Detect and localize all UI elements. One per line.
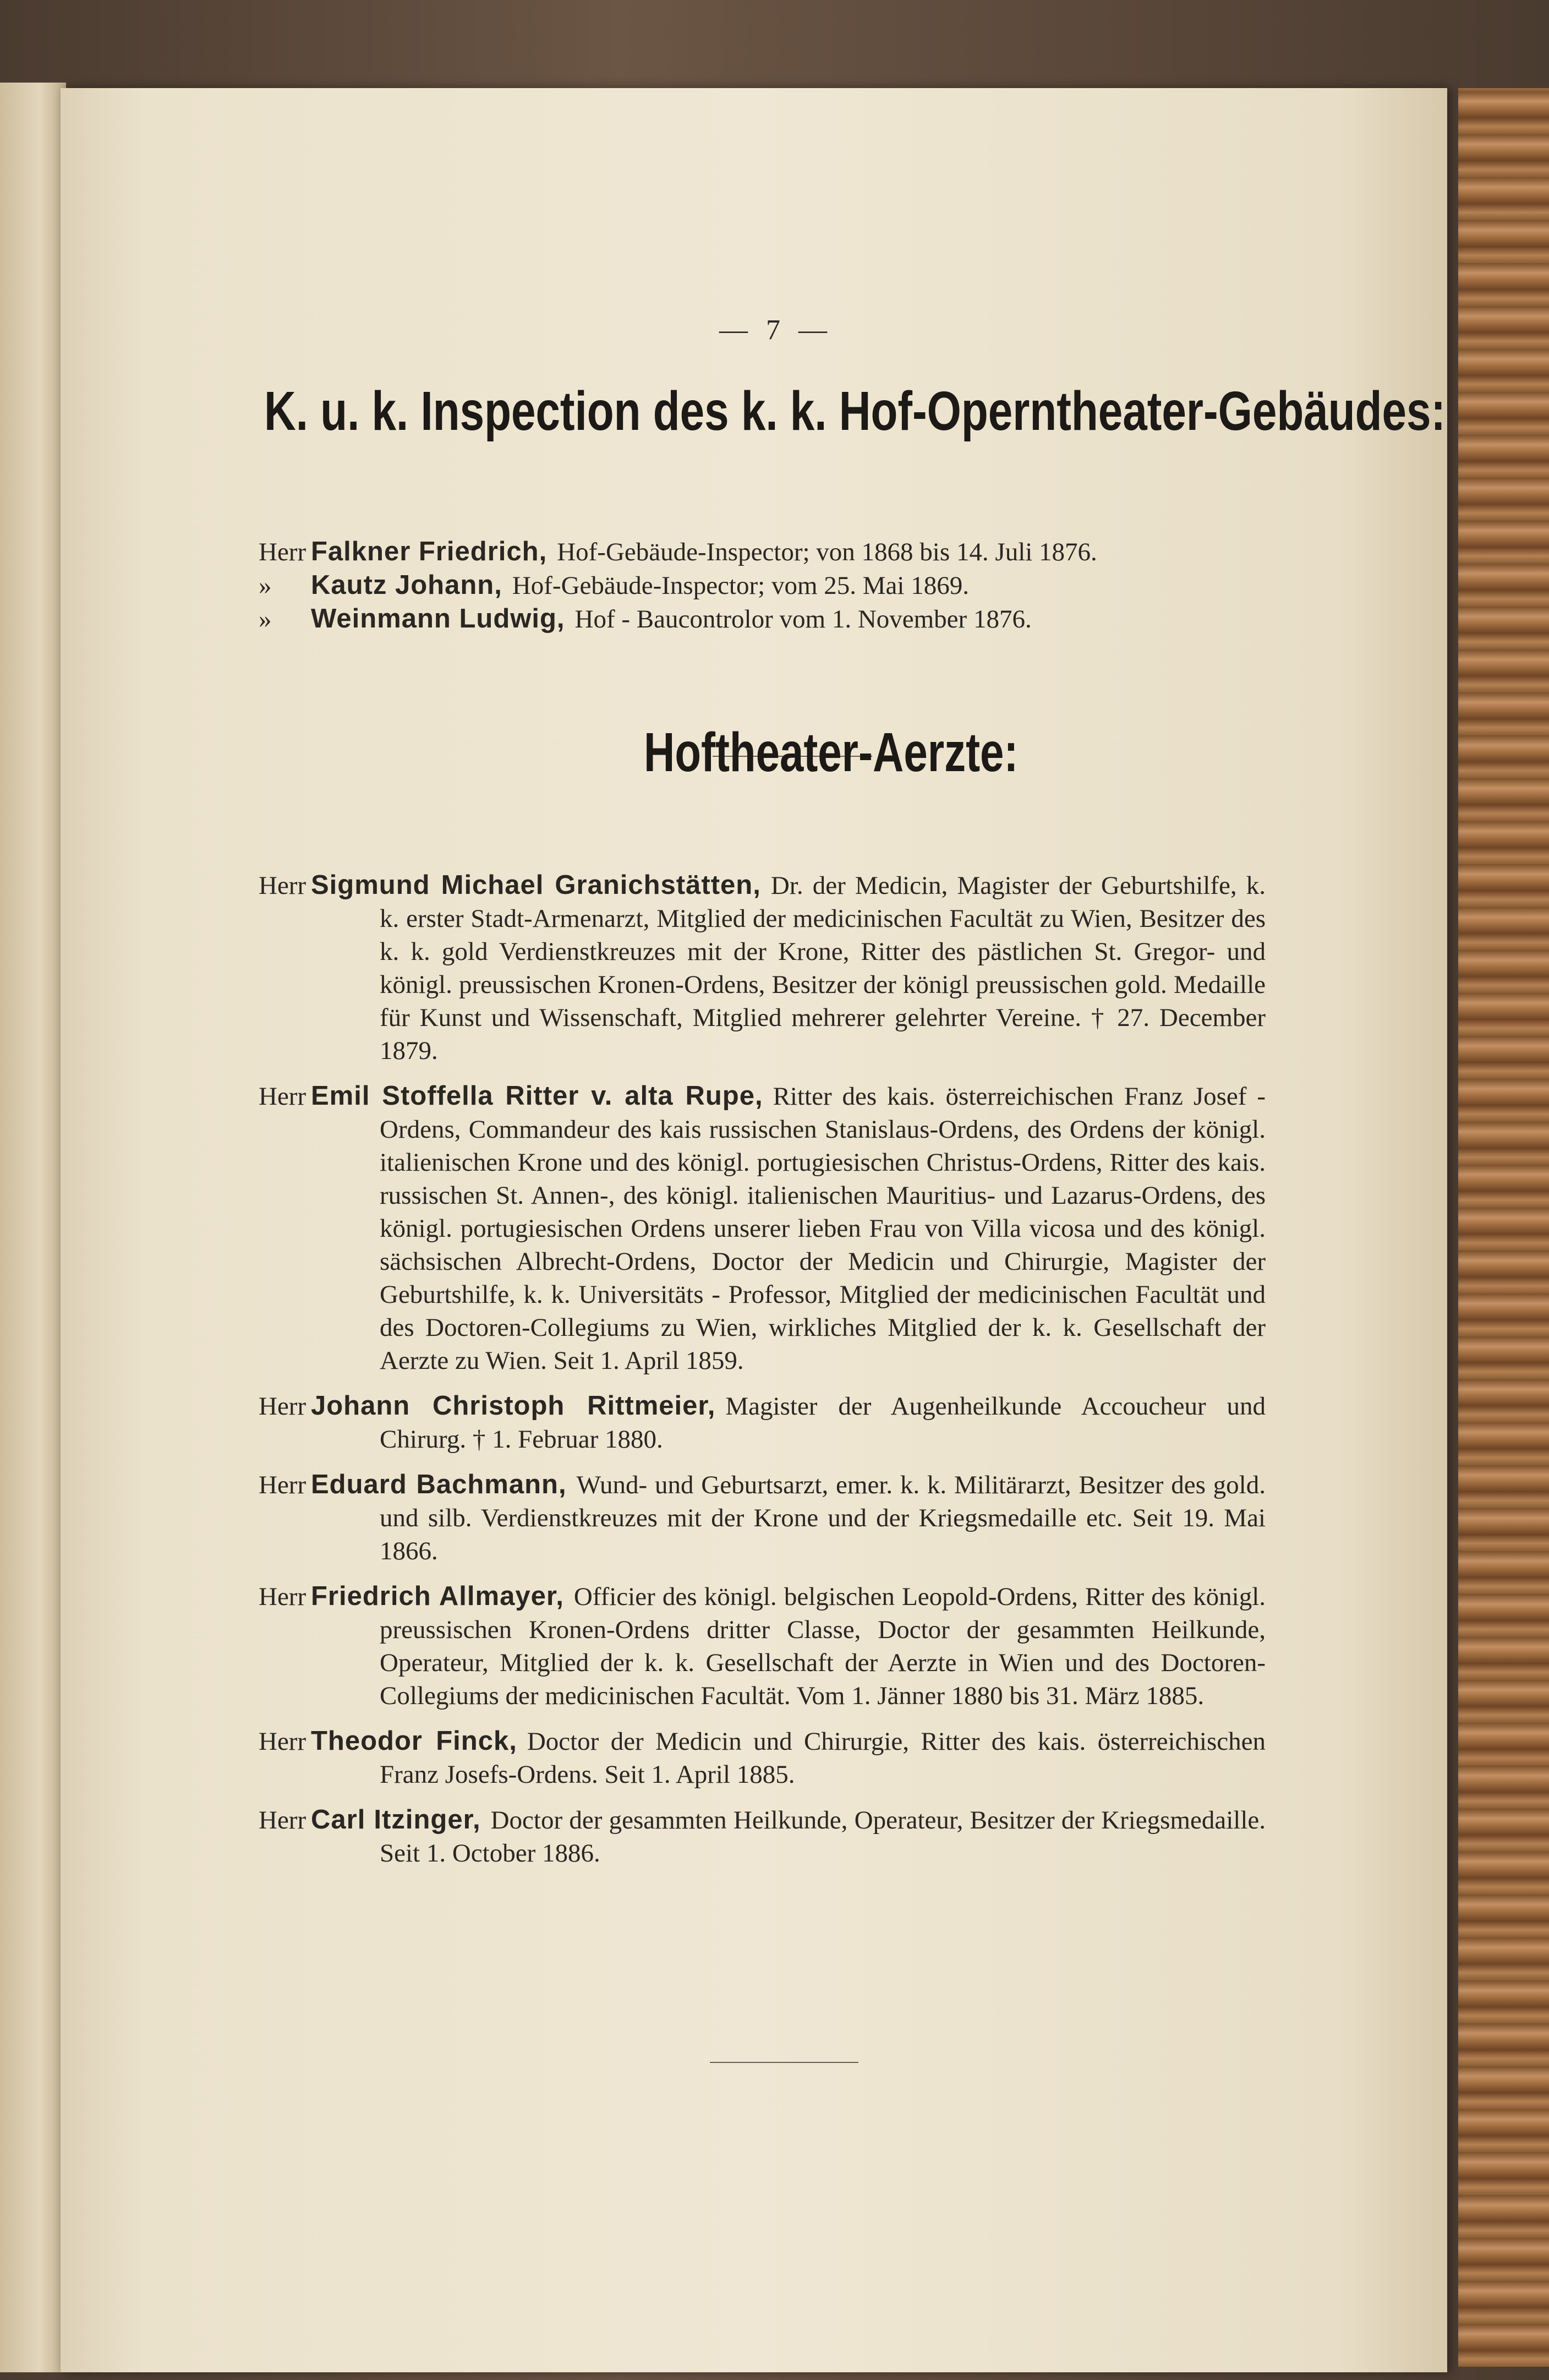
entry-name: Falkner Friedrich,	[311, 537, 548, 566]
entry-name: Theodor Finck,	[311, 1726, 517, 1756]
entry-name: Emil Stoffella Ritter v. alta Rupe,	[311, 1081, 763, 1111]
entry-prefix: Herr	[259, 1582, 306, 1611]
inspection-entries	[259, 535, 1266, 636]
entry-granichstaetten	[259, 869, 1266, 1067]
entry-name: Carl Itzinger,	[311, 1805, 481, 1835]
entry-name: Eduard Bachmann,	[311, 1470, 567, 1499]
entry-text: Dr. der Medicin, Magister der Geburtshilfe, k. k. erster Stadt-Armenarzt, Mitglied der medicinischen Facultät zu Wien, Besitzer des k. k. gold Verdienstkreuzes mit der Krone, Ritter des pästlichen St. Gregor- und königl. preussischen Kronen-Ordens, Besitzer der königl preussischen gold. Medaille für Kunst und Wissenschaft, Mitglied mehrerer gelehrter Vereine. † 27. December 1879.	[380, 871, 1266, 1065]
entry-text: Doctor der Medicin und Chirurgie, Ritter des kais. österreichischen Franz Josefs-Ordens. Seit 1. April 1885.	[380, 1727, 1266, 1789]
entry-text: Hof-Gebäude-Inspector; vom 25. Mai 1869.	[512, 571, 969, 600]
entry-prefix: Herr	[259, 538, 306, 566]
entry-bachmann	[259, 1468, 1266, 1568]
entry-name: Kautz Johann,	[311, 570, 502, 600]
section-divider	[710, 2062, 858, 2063]
entry-name: Sigmund Michael Granichstätten,	[311, 870, 761, 900]
entry-text: Officier des königl. belgischen Leopold-Ordens, Ritter des königl. preussischen Kronen-Ordens dritter Classe, Doctor der gesammten Heilkunde, Operateur, Mitglied der k. k. Gesellschaft der Aerzte in Wien und des Doctoren-Collegiums der medicinischen Facultät. Vom 1. Jänner 1880 bis 31. März 1885.	[380, 1582, 1266, 1710]
page-number: — 7 —	[719, 314, 833, 346]
entry-text: Doctor der gesammten Heilkunde, Operateur, Besitzer der Kriegsmedaille. Seit 1. October 1886.	[380, 1806, 1266, 1868]
entry-allmayer	[259, 1580, 1266, 1712]
aerzte-entries	[259, 869, 1266, 1882]
entry-falkner	[259, 535, 1266, 569]
entry-prefix: Herr	[259, 1082, 306, 1111]
entry-prefix: Herr	[259, 1392, 306, 1421]
section-heading-aerzte: Hoftheater-Aerzte:	[644, 722, 1019, 783]
entry-itzinger	[259, 1803, 1266, 1870]
entry-text: Hof-Gebäude-Inspector; von 1868 bis 14. Juli 1876.	[557, 538, 1097, 566]
entry-name: Friedrich Allmayer,	[311, 1581, 564, 1611]
previous-page-edge	[0, 83, 66, 2372]
entry-prefix: »	[259, 605, 272, 634]
entry-kautz	[259, 569, 1266, 602]
entry-prefix: »	[259, 571, 272, 600]
entry-text: Ritter des kais. österreichischen Franz Josef - Ordens, Commandeur des kais russischen Stanislaus-Ordens, des Ordens der königl. italienischen Krone und des königl. portugiesischen Christus-Ordens, Ritter des kais. russischen St. Annen-, des königl. italienischen Mauritius- und Lazarus-Ordens, des königl. portugiesischen Ordens unserer lieben Frau von Villa vicosa und des königl. sächsischen Albrecht-Ordens, Doctor der Medicin und Chirurgie, Magister der Geburtshilfe, k. k. Universitäts - Professor, Mitglied der medicinischen Facultät und des Doctoren-Collegiums zu Wien, wirkliches Mitglied der k. k. Gesellschaft der Aerzte zu Wien. Seit 1. April 1859.	[380, 1082, 1266, 1375]
entry-rittmeier	[259, 1389, 1266, 1456]
entry-weinmann	[259, 602, 1266, 636]
entry-prefix: Herr	[259, 871, 306, 900]
entry-prefix: Herr	[259, 1471, 306, 1499]
section-heading-inspection: K. u. k. Inspection des k. k. Hof-Operntheater-Gebäudes:	[264, 380, 1446, 442]
entry-text: Magister der Augenheilkunde Accoucheur und Chirurg. † 1. Februar 1880.	[380, 1392, 1266, 1454]
entry-text: Hof - Baucontrolor vom 1. November 1876.	[574, 605, 1032, 634]
entry-prefix: Herr	[259, 1727, 306, 1756]
book-spine	[1458, 88, 1549, 2367]
entry-finck	[259, 1724, 1266, 1791]
book-page	[61, 88, 1447, 2372]
entry-name: Weinmann Ludwig,	[311, 604, 565, 634]
entry-name: Johann Christoph Rittmeier,	[311, 1391, 716, 1421]
entry-prefix: Herr	[259, 1806, 306, 1835]
entry-stoffella	[259, 1079, 1266, 1377]
entry-text: Wund- und Geburtsarzt, emer. k. k. Militärarzt, Besitzer des gold. und silb. Verdienstkreuzes mit der Krone und der Kriegsmedaille etc. Seit 19. Mai 1866.	[380, 1471, 1266, 1565]
